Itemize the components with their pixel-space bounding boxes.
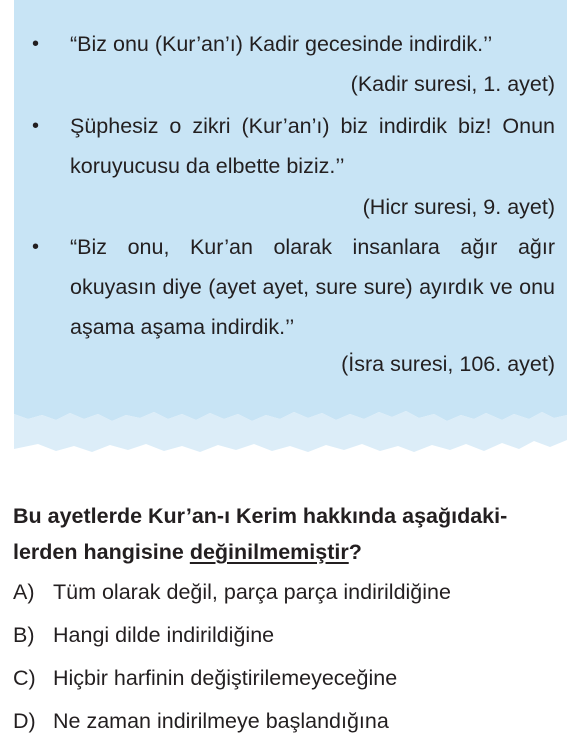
option-a[interactable]	[13, 576, 575, 619]
option-b[interactable]	[13, 619, 575, 662]
verse-text: Şüphesiz o zikri (Kur’an’ı) biz indirdik biz! Onun koruyucusu da elbette biziz.’’	[70, 114, 555, 178]
bullet: •	[32, 115, 40, 137]
option-text: Ne zaman indirilmeye başlandığına	[53, 709, 389, 733]
bullet: •	[32, 236, 40, 258]
option-c[interactable]	[13, 662, 575, 705]
verse-item	[28, 24, 555, 64]
verse-box	[14, 0, 567, 458]
bullet: •	[32, 33, 40, 55]
option-text: Hangi dilde indirildiğine	[53, 623, 275, 647]
verse-text: “Biz onu (Kur’an’ı) Kadir gecesinde indirdik.’’	[70, 32, 493, 56]
answer-options	[13, 576, 575, 748]
verse-item	[28, 106, 555, 186]
question-line-1: Bu ayetlerde Kur’an-ı Kerim hakkında aşağıdaki-	[13, 504, 508, 528]
verse-item	[28, 227, 555, 347]
option-letter: B)	[13, 623, 35, 647]
option-text: Tüm olarak değil, parça parça indirildiğine	[53, 580, 451, 604]
option-d[interactable]	[13, 705, 575, 748]
question-line-2	[13, 534, 575, 570]
option-letter: A)	[13, 580, 35, 604]
option-letter: C)	[13, 666, 36, 690]
option-letter: D)	[13, 709, 36, 733]
verse-reference: (İsra suresi, 106. ayet)	[341, 352, 555, 376]
question-line-2-prefix: lerden hangisine	[13, 540, 190, 564]
verse-text: “Biz onu, Kur’an olarak insanlara ağır ağır okuyasın diye (ayet ayet, sure sure) ayırdık ve onu aşama aşama indirdik.’’	[70, 235, 555, 339]
question-line-2-suffix: ?	[348, 540, 362, 564]
verse-reference: (Kadir suresi, 1. ayet)	[350, 72, 555, 96]
question-stem	[13, 498, 575, 570]
verse-reference: (Hicr suresi, 9. ayet)	[362, 195, 555, 219]
option-text: Hiçbir harfinin değiştirilemeyeceğine	[53, 666, 398, 690]
question-emphasis: değinilmemiştir	[189, 540, 349, 564]
